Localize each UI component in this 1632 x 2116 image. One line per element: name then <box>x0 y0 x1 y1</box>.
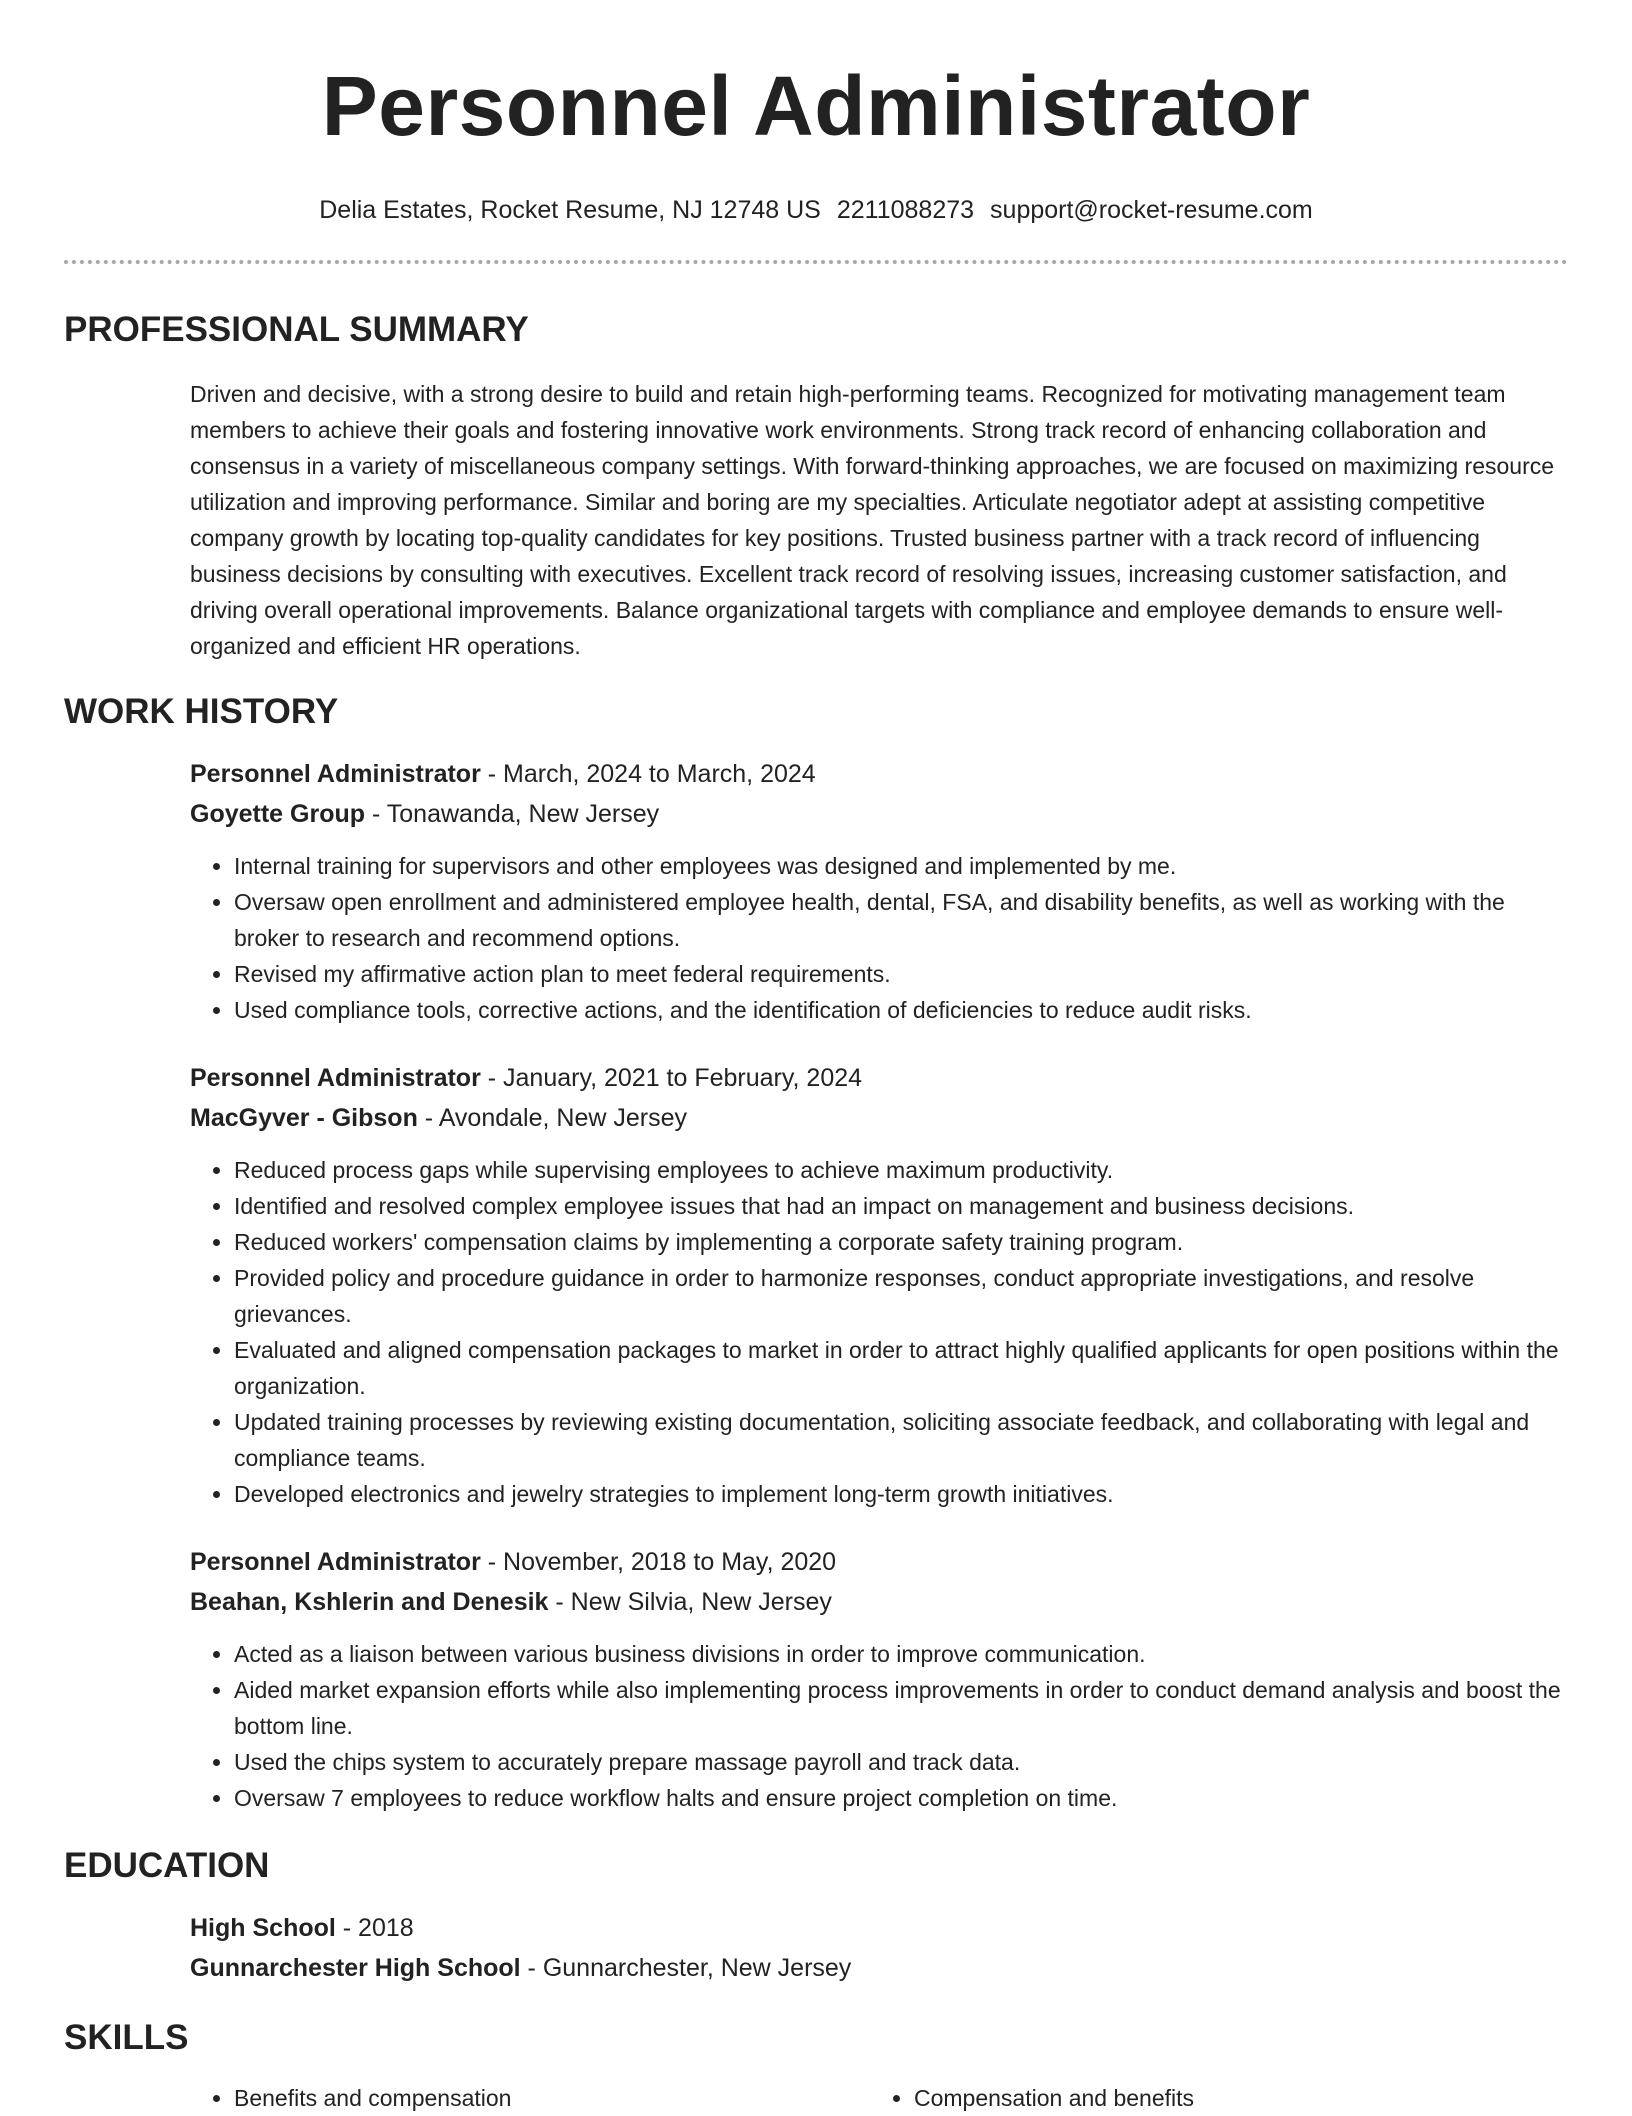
job-entry <box>190 1058 1568 1512</box>
education-degree: High School <box>190 1914 336 1942</box>
education-school-line <box>190 1948 1568 1988</box>
list-item: • Benefits and compensation <box>234 2080 870 2116</box>
education-degree-line <box>190 1908 1568 1948</box>
list-item: • Reduced workers' compensation claims by implementing a corporate safety training program. <box>234 1224 1568 1260</box>
job-role-line <box>190 754 1568 794</box>
job-company-line <box>190 1582 1568 1622</box>
section-title-summary: PROFESSIONAL SUMMARY <box>64 310 529 349</box>
contact-email: support@rocket-resume.com <box>990 196 1313 224</box>
job-role-line <box>190 1058 1568 1098</box>
skills-list <box>190 2080 1568 2116</box>
job-location: - Avondale, New Jersey <box>417 1104 687 1132</box>
list-item: • Used compliance tools, corrective actions, and the identification of deficiencies to reduce audit risks. <box>234 992 1568 1028</box>
job-dates: - March, 2024 to March, 2024 <box>480 760 816 788</box>
skills-column-right <box>870 2080 1550 2116</box>
job-role: Personnel Administrator <box>190 1548 481 1576</box>
job-company-line <box>190 794 1568 834</box>
job-dates: - January, 2021 to February, 2024 <box>480 1064 863 1092</box>
education-school: Gunnarchester High School <box>190 1954 521 1982</box>
job-location: - New Silvia, New Jersey <box>548 1588 832 1616</box>
job-entry <box>190 1542 1568 1816</box>
list-item: • Reduced process gaps while supervising employees to achieve maximum productivity. <box>234 1152 1568 1188</box>
list-item: • Provided policy and procedure guidance in order to harmonize responses, conduct appropriate investigations, and resolve grievances. <box>234 1260 1568 1332</box>
education-year: - 2018 <box>335 1914 414 1942</box>
list-item: • Oversaw 7 employees to reduce workflow halts and ensure project completion on time. <box>234 1780 1568 1816</box>
job-role: Personnel Administrator <box>190 760 481 788</box>
job-entry <box>190 754 1568 1028</box>
education-location: - Gunnarchester, New Jersey <box>520 1954 852 1982</box>
skills-column-left <box>190 2080 870 2116</box>
job-role: Personnel Administrator <box>190 1064 481 1092</box>
section-title-work-history: WORK HISTORY <box>64 692 339 731</box>
job-location: - Tonawanda, New Jersey <box>365 800 660 828</box>
job-dates: - November, 2018 to May, 2020 <box>480 1548 837 1576</box>
job-company: Goyette Group <box>190 800 366 828</box>
list-item: • Evaluated and aligned compensation packages to market in order to attract highly qualified applicants for open positions within the organization. <box>234 1332 1568 1404</box>
list-item: • Used the chips system to accurately prepare massage payroll and track data. <box>234 1744 1568 1780</box>
list-item: • Developed electronics and jewelry strategies to implement long-term growth initiatives. <box>234 1476 1568 1512</box>
list-item: • Oversaw open enrollment and administered employee health, dental, FSA, and disability benefits, as well as working with the broker to research and recommend options. <box>234 884 1568 956</box>
resume-name: Personnel Administrator <box>321 59 1311 153</box>
section-title-skills: SKILLS <box>64 2018 189 2057</box>
education-entry <box>190 1908 1568 1988</box>
list-item: • Compensation and benefits <box>914 2080 1550 2116</box>
job-role-line <box>190 1542 1568 1582</box>
summary-text: Driven and decisive, with a strong desire to build and retain high-performing teams. Recognized for motivating management team members to achieve their goals and fostering innovative work environments. Strong track record of enhancing collaboration and consensus in a variety of miscellaneous company settings. With forward-thinking approaches, we are focused on maximizing resource utilization and improving performance. Similar and boring are my specialties. Articulate negotiator adept at assisting competitive company growth by locating top-quality candidates for key positions. Trusted business partner with a track record of influencing business decisions by consulting with executives. Excellent track record of resolving issues, increasing customer satisfaction, and driving overall operational improvements. Balance organizational targets with compliance and employee demands to ensure well-organized and efficient HR operations. <box>190 381 1555 659</box>
list-item: • Revised my affirmative action plan to meet federal requirements. <box>234 956 1568 992</box>
list-item: • Internal training for supervisors and other employees was designed and implemented by me. <box>234 848 1568 884</box>
section-title-education: EDUCATION <box>64 1846 270 1885</box>
job-bullets <box>190 1636 1568 1816</box>
contact-line <box>64 194 1568 226</box>
list-item: • Updated training processes by reviewing existing documentation, soliciting associate feedback, and collaborating with legal and compliance teams. <box>234 1404 1568 1476</box>
job-company-line <box>190 1098 1568 1138</box>
job-company: MacGyver - Gibson <box>190 1104 418 1132</box>
contact-address: Delia Estates, Rocket Resume, NJ 12748 US <box>319 196 821 224</box>
list-item: • Acted as a liaison between various business divisions in order to improve communication. <box>234 1636 1568 1672</box>
contact-phone: 2211088273 <box>836 196 975 224</box>
job-company: Beahan, Kshlerin and Denesik <box>190 1588 549 1616</box>
header-divider <box>64 260 1568 264</box>
job-bullets <box>190 1152 1568 1512</box>
job-bullets <box>190 848 1568 1028</box>
list-item: • Aided market expansion efforts while also implementing process improvements in order to conduct demand analysis and boost the bottom line. <box>234 1672 1568 1744</box>
list-item: • Identified and resolved complex employee issues that had an impact on management and business decisions. <box>234 1188 1568 1224</box>
